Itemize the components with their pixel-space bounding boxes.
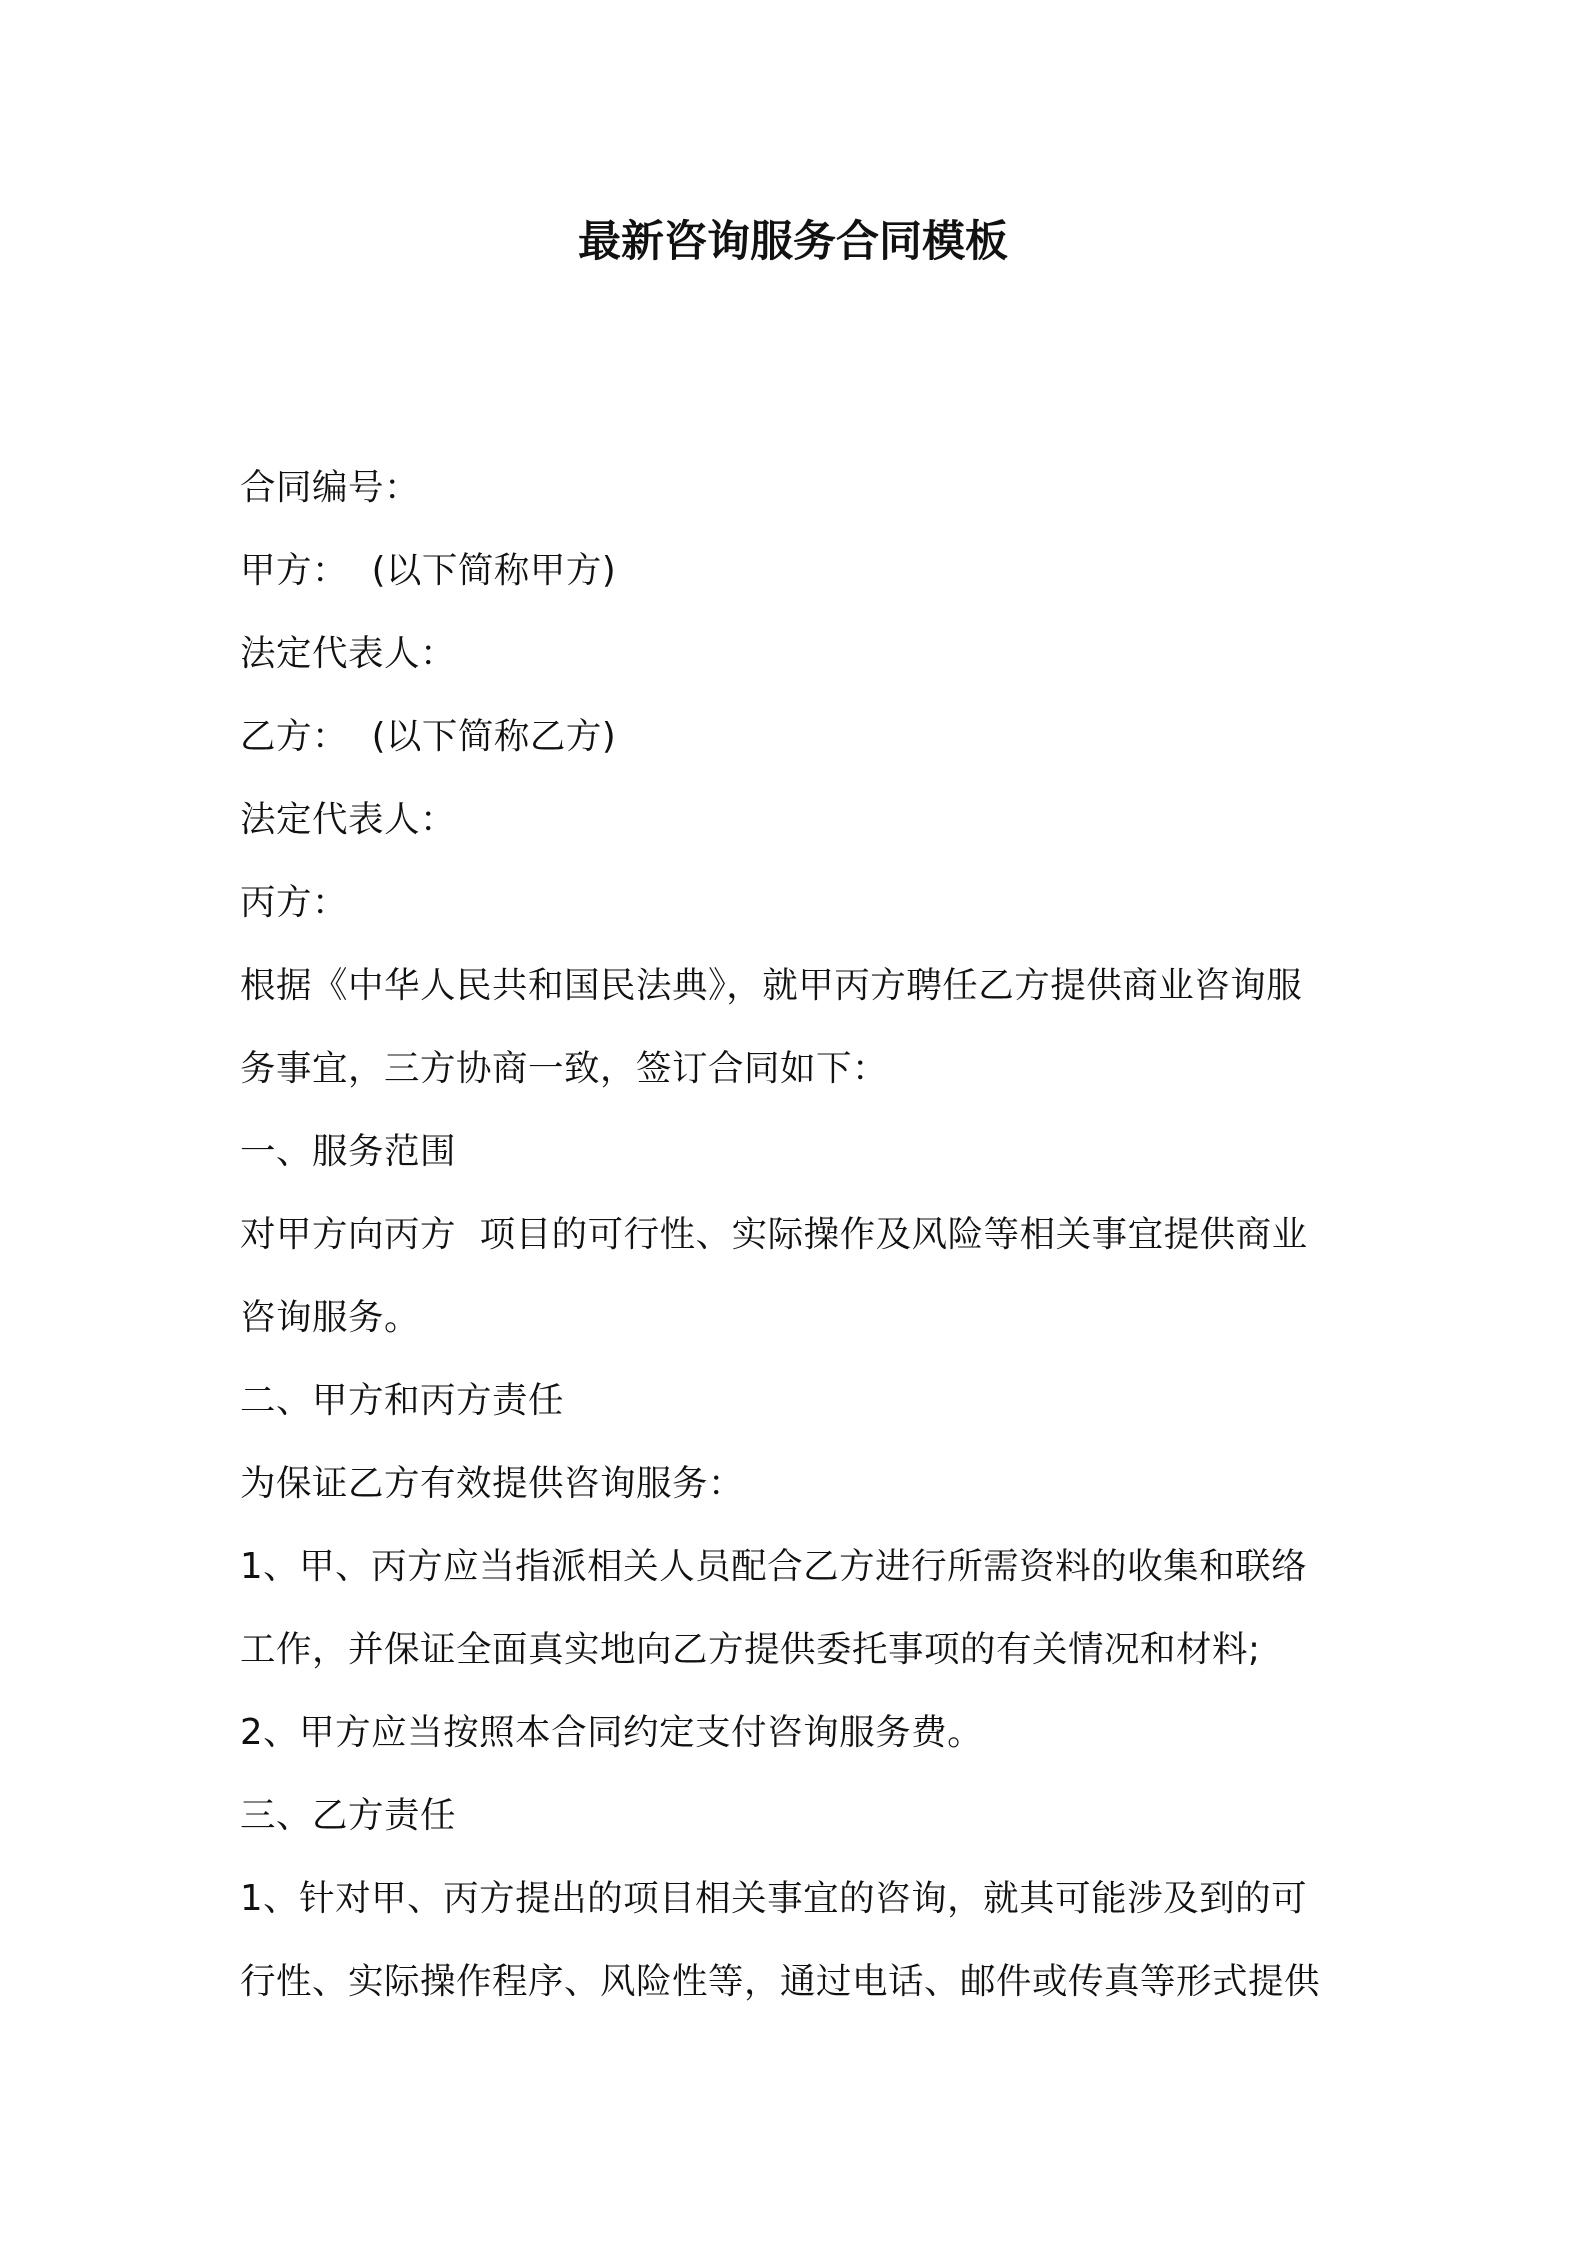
party-b-item-1-line-1: 1、针对甲、丙方提出的项目相关事宜的咨询，就其可能涉及到的可 <box>240 1878 1308 1919</box>
service-scope-line-1: 对甲方向丙方 项目的可行性、实际操作及风险等相关事宜提供商业 <box>240 1214 1308 1255</box>
contract-number-line: 合同编号： <box>240 467 421 508</box>
party-c-line: 丙方： <box>240 882 349 923</box>
responsibility-item-1-line-1: 1、甲、丙方应当指派相关人员配合乙方进行所需资料的收集和联络 <box>240 1546 1308 1587</box>
section-heading-service-scope: 一、服务范围 <box>240 1131 457 1172</box>
party-b-legal-representative-line: 法定代表人： <box>240 799 457 840</box>
party-b-line: 乙方： (以下简称乙方) <box>240 716 617 757</box>
responsibility-intro-line: 为保证乙方有效提供咨询服务： <box>240 1463 745 1504</box>
preamble-line-1: 根据《中华人民共和国民法典》，就甲丙方聘任乙方提供商业咨询服 <box>240 965 1303 1006</box>
section-heading-party-a-c-responsibility: 二、甲方和丙方责任 <box>240 1380 565 1421</box>
section-heading-party-b-responsibility: 三、乙方责任 <box>240 1795 457 1836</box>
party-a-legal-representative-line: 法定代表人： <box>240 633 457 674</box>
party-a-line: 甲方： (以下简称甲方) <box>240 550 617 591</box>
document-body <box>240 446 1366 2023</box>
party-b-item-1-line-2: 行性、实际操作程序、风险性等，通过电话、邮件或传真等形式提供 <box>240 1961 1321 2002</box>
responsibility-item-2-line: 2、甲方应当按照本合同约定支付咨询服务费。 <box>240 1712 984 1753</box>
document-title: 最新咨询服务合同模板 <box>578 217 1008 267</box>
preamble-line-2: 务事宜，三方协商一致，签订合同如下： <box>240 1048 889 1089</box>
service-scope-line-2: 咨询服务。 <box>240 1297 421 1338</box>
responsibility-item-1-line-2: 工作，并保证全面真实地向乙方提供委托事项的有关情况和材料; <box>240 1629 1261 1670</box>
